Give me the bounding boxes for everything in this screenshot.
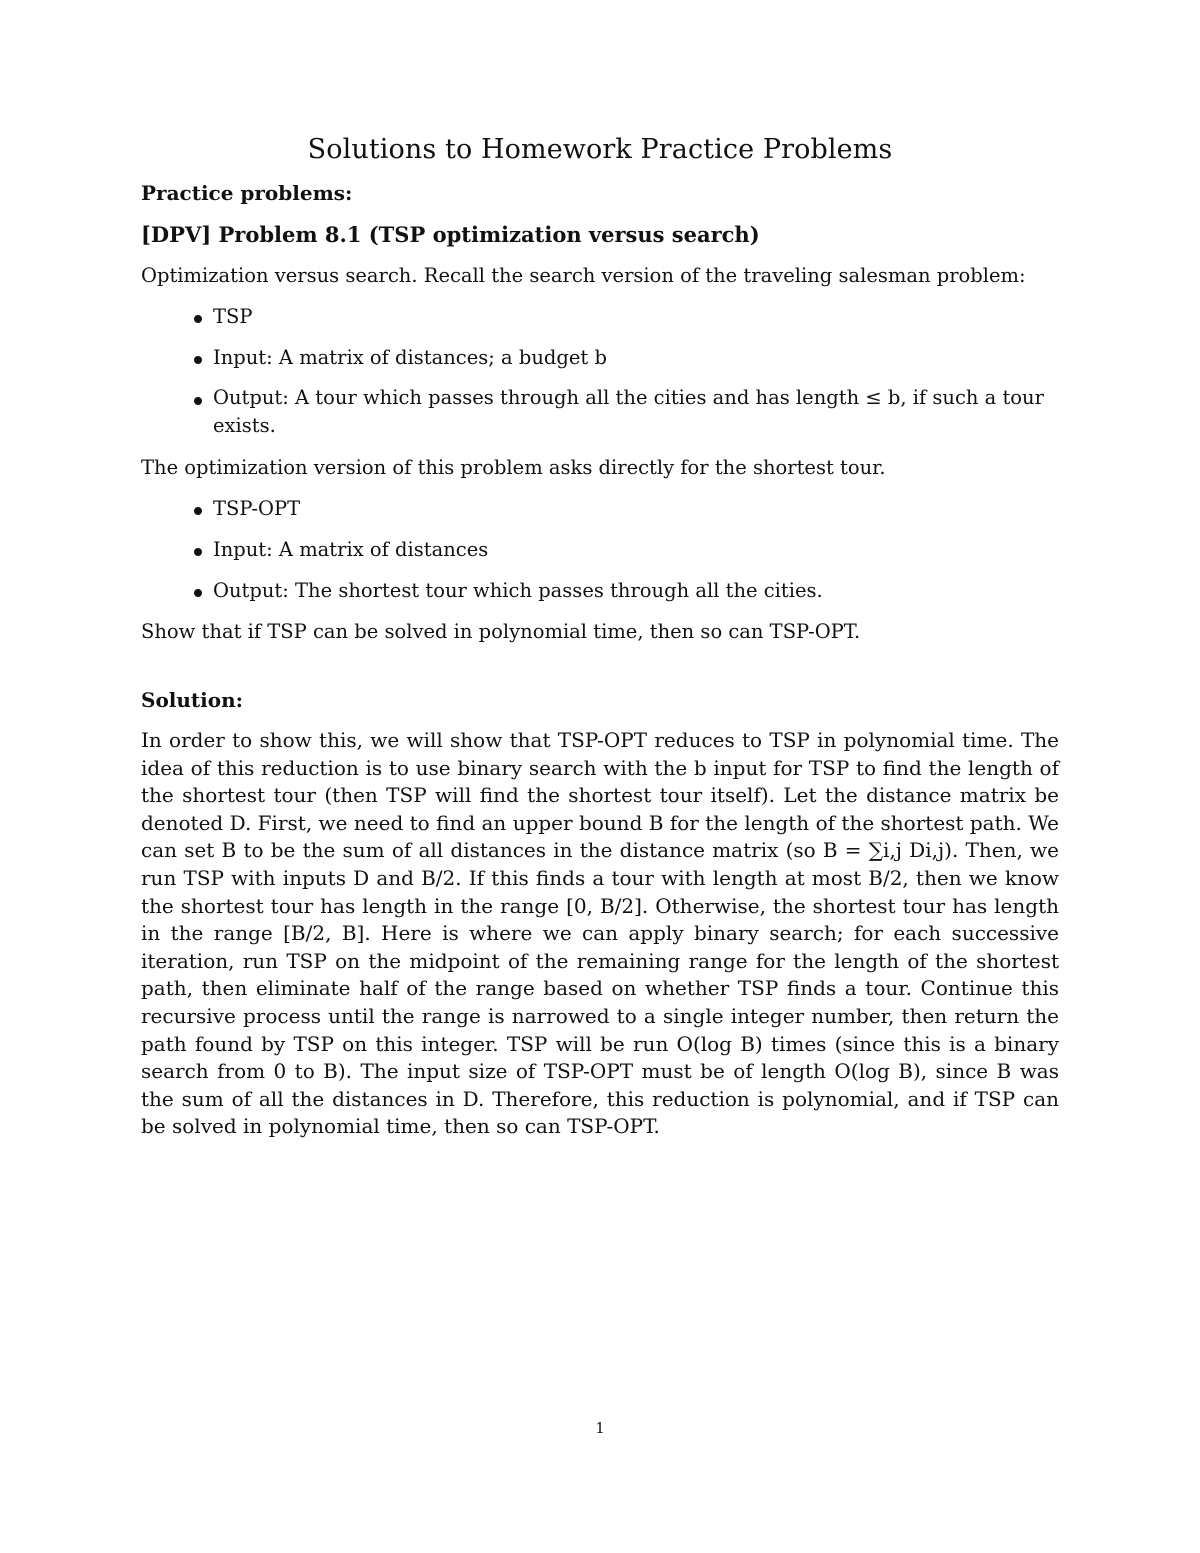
bullet-icon — [194, 356, 202, 364]
page-number: 1 — [595, 1419, 605, 1437]
bullet-icon — [194, 315, 202, 323]
bullet-icon — [194, 397, 202, 405]
list-item — [141, 302, 1065, 343]
document-title: Solutions to Homework Practice Problems — [307, 134, 893, 165]
list-item — [141, 576, 823, 617]
solution-heading: Solution: — [141, 688, 244, 712]
bullet-icon — [194, 507, 202, 515]
tsp-opt-bullet-list — [141, 494, 823, 617]
list-item — [141, 384, 1065, 454]
task-statement: Show that if TSP can be solved in polynomial time, then so can TSP-OPT. — [141, 620, 861, 643]
list-item-text: Input: A matrix of distances — [213, 538, 489, 561]
bullet-icon — [194, 548, 202, 556]
bullet-icon — [194, 589, 202, 597]
list-item-text: Output: A tour which passes through all the cities and has length ≤ b, if such a tour exists. — [213, 386, 1044, 437]
optimization-paragraph: The optimization version of this problem asks directly for the shortest tour. — [141, 456, 886, 479]
list-item — [141, 343, 1065, 384]
list-item — [141, 494, 823, 535]
list-item-text: TSP-OPT — [213, 497, 301, 520]
list-item-text: TSP — [213, 305, 253, 328]
list-item-text: Output: The shortest tour which passes through all the cities. — [213, 579, 823, 602]
list-item-text: Input: A matrix of distances; a budget b — [213, 346, 607, 369]
intro-paragraph: Optimization versus search. Recall the search version of the traveling salesman problem: — [141, 264, 1026, 287]
problem-heading: [DPV] Problem 8.1 (TSP optimization versus search) — [141, 222, 760, 247]
practice-problems-heading: Practice problems: — [141, 181, 353, 205]
list-item — [141, 535, 823, 576]
tsp-bullet-list — [141, 302, 1065, 454]
solution-paragraph: In order to show this, we will show that TSP-OPT reduces to TSP in polynomial time. The idea of this reduction is to use binary search with the b input for TSP to find the length of the shortest tour (then TSP will find the shortest tour itself). Let the distance matrix be denoted D. First, we need to find an upper bound B for the length of the shortest path. We can set B to be the sum of all distances in the distance matrix (so B = ∑i,j Di,j). Then, we run TSP with inputs D and B/2. If this finds a tour with length at most B/2, then we know the shortest tour has length in the range [0, B/2]. Otherwise, the shortest tour has length in the range [B/2, B]. Here is where we can apply binary search; for each successive iteration, run TSP on the midpoint of the remaining range for the length of the shortest path, then eliminate half of the range based on whether TSP finds a tour. Continue this recursive process until the range is narrowed to a single integer number, then return the path found by TSP on this integer. TSP will be run O(log B) times (since this is a binary search from 0 to B). The input size of TSP-OPT must be of length O(log B), since B was the sum of all the distances in D. Therefore, this reduction is polynomial, and if TSP can be solved in polynomial time, then so can TSP-OPT. — [141, 728, 1059, 1139]
